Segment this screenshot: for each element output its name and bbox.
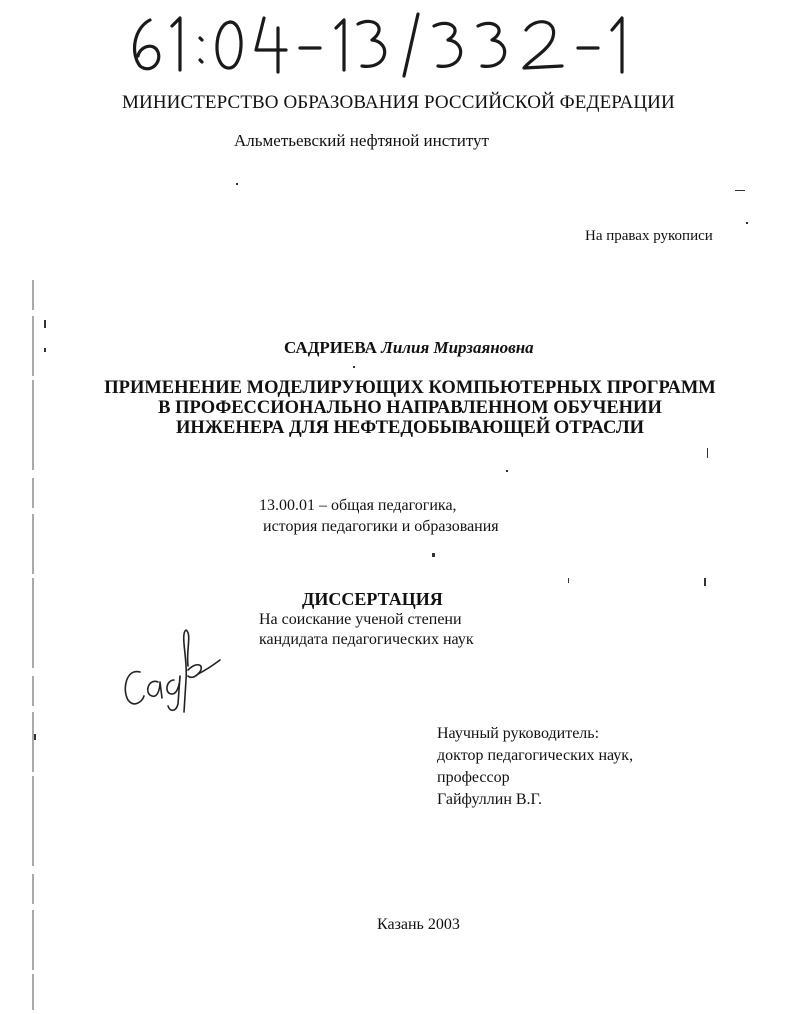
advisor-label: Научный руководитель:: [437, 725, 600, 742]
handwritten-signature: [118, 620, 223, 715]
scan-edge-line: [32, 280, 34, 1010]
city-year: Казань 2003: [377, 916, 460, 933]
degree-line: На соискание ученой степени: [259, 611, 462, 628]
scan-speck: [44, 320, 46, 328]
degree-line: кандидата педагогических наук: [259, 631, 474, 648]
specialty-line: история педагогики и образования: [263, 518, 499, 535]
dissertation-title: [100, 378, 720, 438]
degree-sought: [259, 610, 474, 650]
scan-speck: [432, 553, 435, 557]
institute-name: Альметьевский нефтяной институт: [234, 131, 489, 150]
scan-speck: [353, 366, 355, 368]
scan-speck: [704, 578, 706, 586]
scan-speck: [707, 448, 708, 458]
scan-speck: [506, 470, 508, 472]
author-given-names: Лилия Мирзаяновна: [381, 338, 534, 357]
advisor-degree: доктор педагогических наук,: [437, 747, 634, 764]
handwritten-catalog-number: [122, 8, 642, 78]
ministry-heading: МИНИСТЕРСТВО ОБРАЗОВАНИЯ РОССИЙСКОЙ ФЕДЕРАЦИИ: [122, 92, 675, 113]
scientific-advisor: [437, 723, 633, 811]
dissertation-label: ДИССЕРТАЦИЯ: [302, 589, 443, 609]
scan-speck: [735, 190, 745, 191]
title-line: ПРИМЕНЕНИЕ МОДЕЛИРУЮЩИХ КОМПЬЮТЕРНЫХ ПРОГРАММ: [104, 378, 716, 398]
scan-speck: [34, 734, 36, 740]
scan-speck: [236, 183, 238, 185]
signature-strokes: [118, 620, 223, 715]
author-surname: САДРИЕВА: [284, 338, 377, 357]
author-name: [284, 338, 534, 358]
rights-note: На правах рукописи: [585, 228, 713, 244]
scan-speck: [44, 348, 46, 352]
catalog-number-strokes: [122, 8, 642, 78]
title-line: ИНЖЕНЕРА ДЛЯ НЕФТЕДОБЫВАЮЩЕЙ ОТРАСЛИ: [175, 418, 645, 438]
title-line: В ПРОФЕССИОНАЛЬНО НАПРАВЛЕННОМ ОБУЧЕНИИ: [158, 398, 662, 418]
specialty-code: [259, 495, 499, 537]
scan-speck: [568, 578, 569, 583]
specialty-line: 13.00.01 – общая педагогика,: [259, 497, 457, 514]
advisor-rank: профессор: [437, 769, 510, 786]
advisor-name: Гайфуллин В.Г.: [437, 791, 542, 808]
scan-speck: [746, 222, 748, 224]
